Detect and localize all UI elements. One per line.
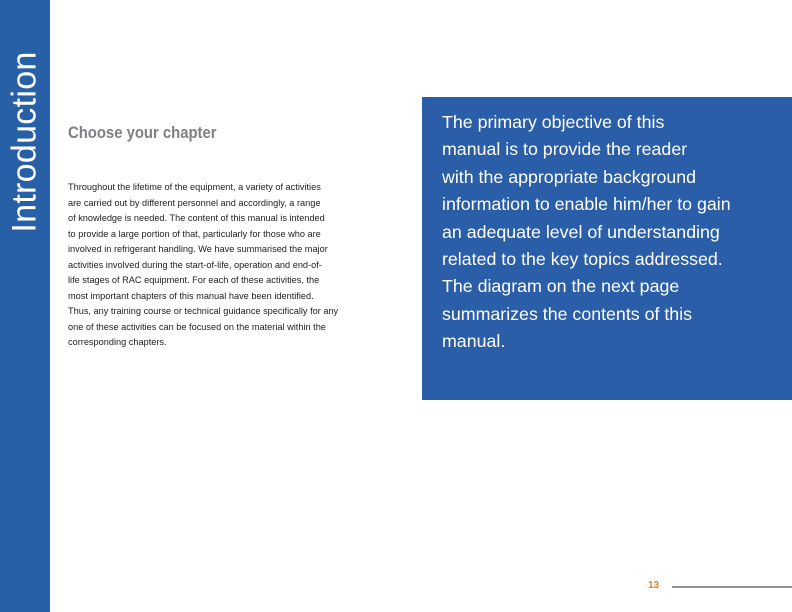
callout-line: summarizes the contents of this — [442, 303, 693, 324]
footer-divider — [672, 586, 792, 588]
section-title-vertical: Introduction — [5, 51, 44, 233]
body-line: are carried out by different personnel and accordingly, a range — [68, 197, 321, 208]
body-line: to provide a large portion of that, particularly for those who are — [68, 228, 321, 239]
chapter-heading: Choose your chapter — [68, 124, 217, 142]
callout-line: an adequate level of understanding — [442, 221, 720, 242]
callout-line: information to enable him/her to gain — [442, 194, 731, 215]
body-line: corresponding chapters. — [68, 337, 167, 347]
body-paragraph — [68, 180, 398, 351]
page-number: 13 — [648, 580, 660, 591]
body-line: of knowledge is needed. The content of this manual is intended — [68, 213, 325, 223]
callout-line: The diagram on the next page — [442, 276, 680, 297]
callout-line: The primary objective of this — [442, 112, 665, 132]
body-line: one of these activities can be focused on the material within the — [68, 321, 326, 332]
callout-line: manual is to provide the reader — [442, 139, 688, 160]
callout-line: manual. — [442, 331, 506, 352]
body-line: life stages of RAC equipment. For each of these activities, the — [68, 275, 320, 285]
callout-line: with the appropriate background — [442, 166, 697, 187]
body-line: activities involved during the start-of-life, operation and end-of- — [68, 259, 322, 270]
callout-text — [442, 109, 731, 356]
body-line: Throughout the lifetime of the equipment, a variety of activities — [68, 182, 321, 192]
callout-box — [422, 97, 792, 400]
body-line: most important chapters of this manual have been identified. — [68, 290, 314, 301]
body-line: Thus, any training course or technical guidance specifically for any — [68, 306, 339, 316]
body-line: involved in refrigerant handling. We have summarised the major — [68, 244, 328, 254]
callout-line: related to the key topics addressed. — [442, 249, 723, 270]
sidebar-band — [0, 0, 50, 612]
